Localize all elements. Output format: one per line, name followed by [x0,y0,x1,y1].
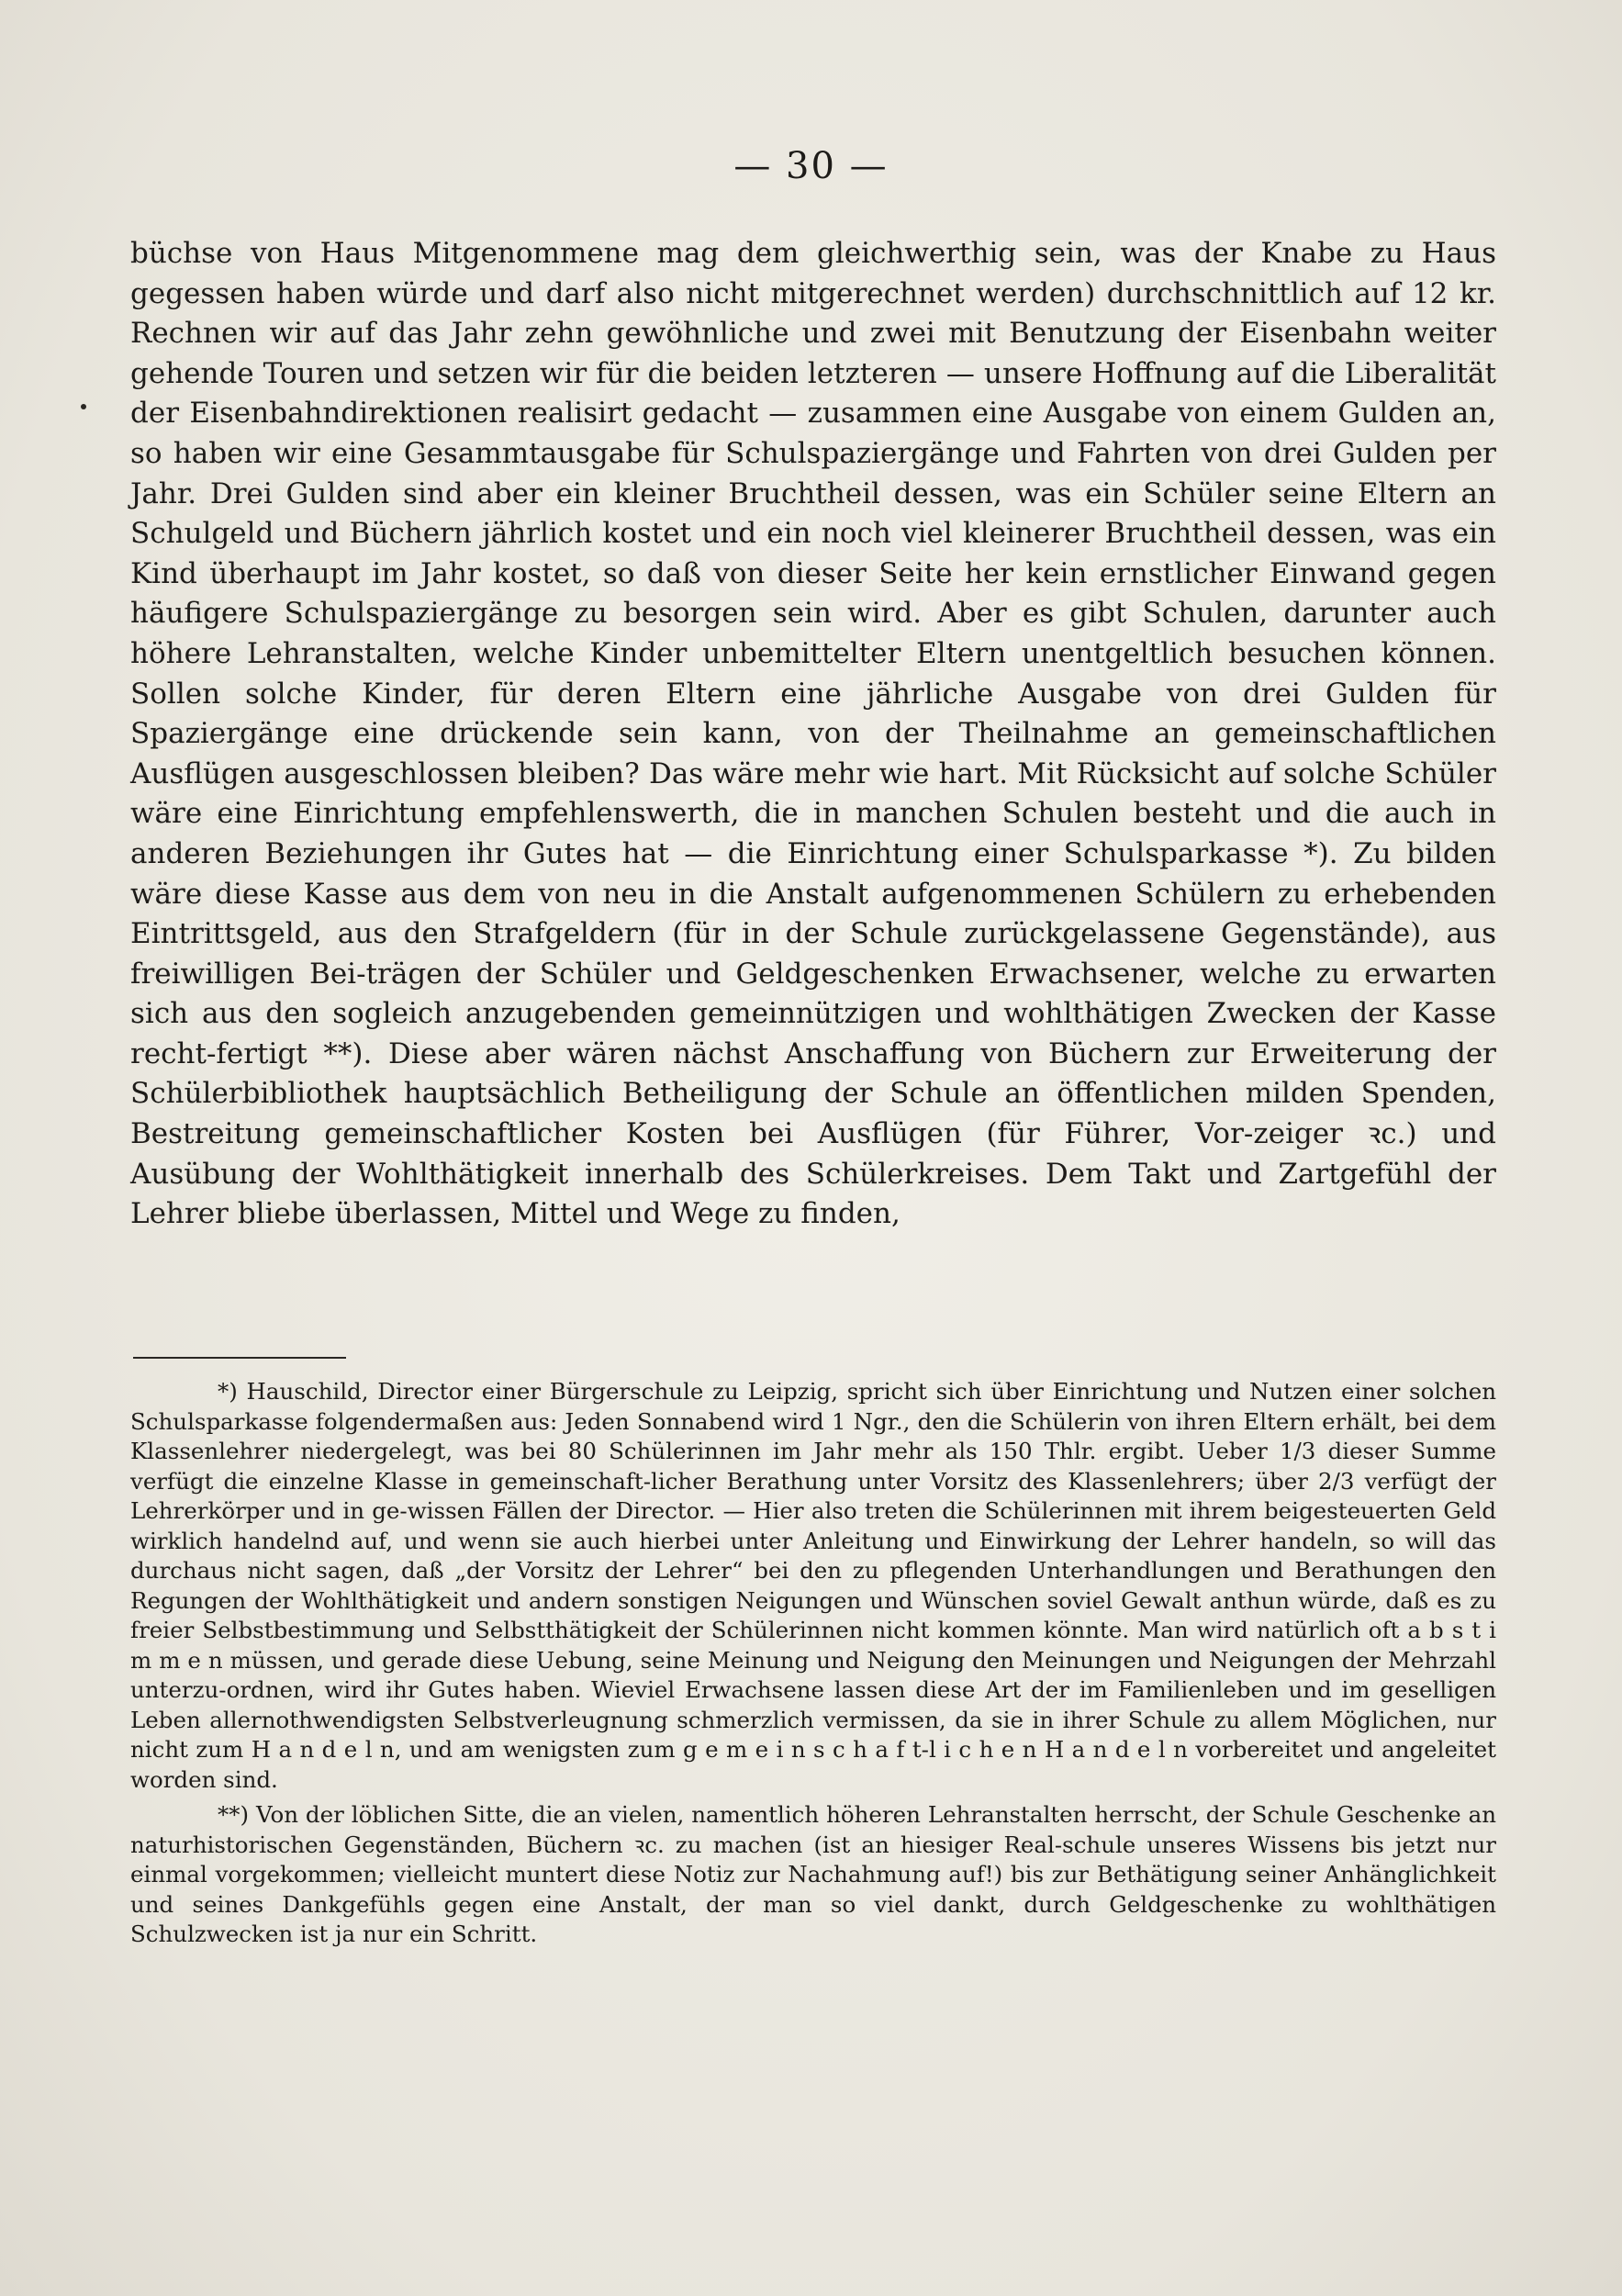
body-text [130,234,1496,1235]
footnote-1: *) Hauschild, Director einer Bürgerschule zu Leipzig, spricht sich über Einrichtung und Nutzen einer solchen Schulsparkasse folgendermaßen aus: Jeden Sonnabend wird 1 Ngr., den die Schülerin von ihren Eltern erhält, bei dem Klassenlehrer niedergelegt, was bei 80 Schülerinnen im Jahr mehr als 150 Thlr. ergibt. Ueber 1/3 dieser Summe verfügt die einzelne Klasse in gemeinschaft-licher Berathung unter Vorsitz des Klassenlehrers; über 2/3 verfügt der Lehrerkörper und in ge-wissen Fällen der Director. — Hier also treten die Schülerinnen mit ihrem beigesteuerten Geld wirklich handelnd auf, und wenn sie auch hierbei unter Anleitung und Einwirkung der Lehrer handeln, so will das durchaus nicht sagen, daß „der Vorsitz der Lehrer“ bei den zu pflegenden Unterhandlungen und Berathungen den Regungen der Wohlthätigkeit und andern sonstigen Neigungen und Wünschen soviel Gewalt anthun würde, daß es zu freier Selbstbestimmung und Selbstthätigkeit der Schülerinnen nicht kommen könnte. Man wird natürlich oft a b s t i m m e n müssen, und gerade diese Uebung, seine Meinung und Neigung den Meinungen und Neigungen der Mehrzahl unterzu-ordnen, wird ihr Gutes haben. Wieviel Erwachsene lassen diese Art der im Familienleben und im geselligen Leben allernothwendigsten Selbstverleugnung schmerzlich vermissen, da sie in ihrer Schule zu allem Möglichen, nur nicht zum H a n d e l n, und am wenigsten zum g e m e i n s c h a f t-l i c h e n H a n d e l n vorbereitet und angeleitet worden sind. [130,1378,1496,1793]
body-paragraph: büchse von Haus Mitgenommene mag dem gleichwerthig sein, was der Knabe zu Haus gegessen haben würde und darf also nicht mitgerechnet werden) durchschnittlich auf 12 kr. Rechnen wir auf das Jahr zehn gewöhnliche und zwei mit Benutzung der Eisenbahn weiter gehende Touren und setzen wir für die beiden letzteren — unsere Hoffnung auf die Liberalität der Eisenbahndirektionen realisirt gedacht — zusammen eine Ausgabe von einem Gulden an, so haben wir eine Gesammtausgabe für Schulspaziergänge und Fahrten von drei Gulden per Jahr. Drei Gulden sind aber ein kleiner Bruchtheil dessen, was ein Schüler seine Eltern an Schulgeld und Büchern jährlich kostet und ein noch viel kleinerer Bruchtheil dessen, was ein Kind überhaupt im Jahr kostet, so daß von dieser Seite her kein ernstlicher Einwand gegen häufigere Schulspaziergänge zu besorgen sein wird. Aber es gibt Schulen, darunter auch höhere Lehranstalten, welche Kinder unbemittelter Eltern unentgeltlich besuchen können. Sollen solche Kinder, für deren Eltern eine jährliche Ausgabe von drei Gulden für Spaziergänge eine drückende sein kann, von der Theilnahme an gemeinschaftlichen Ausflügen ausgeschlossen bleiben? Das wäre mehr wie hart. Mit Rücksicht auf solche Schüler wäre eine Einrichtung empfehlenswerth, die in manchen Schulen besteht und die auch in anderen Beziehungen ihr Gutes hat — die Einrichtung einer Schulsparkasse *). Zu bilden wäre diese Kasse aus dem von neu in die Anstalt aufgenommenen Schülern zu erhebenden Eintrittsgeld, aus den Strafgeldern (für in der Schule zurückgelassene Gegenstände), aus freiwilligen Bei-trägen der Schüler und Geldgeschenken Erwachsener, welche zu erwarten sich aus den sogleich anzugebenden gemeinnützigen und wohlthätigen Zwecken der Kasse recht-fertigt **). Diese aber wären nächst Anschaffung von Büchern zur Erweiterung der Schülerbibliothek hauptsächlich Betheiligung der Schule an öffentlichen milden Spenden, Bestreitung gemeinschaftlicher Kosten bei Ausflügen (für Führer, Vor-zeiger ꝛc.) und Ausübung der Wohlthätigkeit innerhalb des Schülerkreises. Dem Takt und Zartgefühl der Lehrer bliebe überlassen, Mittel und Wege zu finden, [130,237,1496,1231]
page-number: — 30 — [733,145,889,187]
margin-mark [81,404,86,409]
footnotes [130,1377,1496,1950]
footnote-separator [133,1357,346,1359]
footnote-2: **) Von der löblichen Sitte, die an vielen, namentlich höheren Lehranstalten herrscht, der Schule Geschenke an naturhistorischen Gegenständen, Büchern ꝛc. zu machen (ist an hiesiger Real-schule unseres Wissens bis jetzt nur einmal vorgekommen; vielleicht muntert diese Notiz zur Nachahmung auf!) bis zur Bethätigung seiner Anhänglichkeit und seines Dankgefühls gegen eine Anstalt, der man so viel dankt, durch Geldgeschenke zu wohlthätigen Schulzwecken ist ja nur ein Schritt. [130,1801,1496,1947]
